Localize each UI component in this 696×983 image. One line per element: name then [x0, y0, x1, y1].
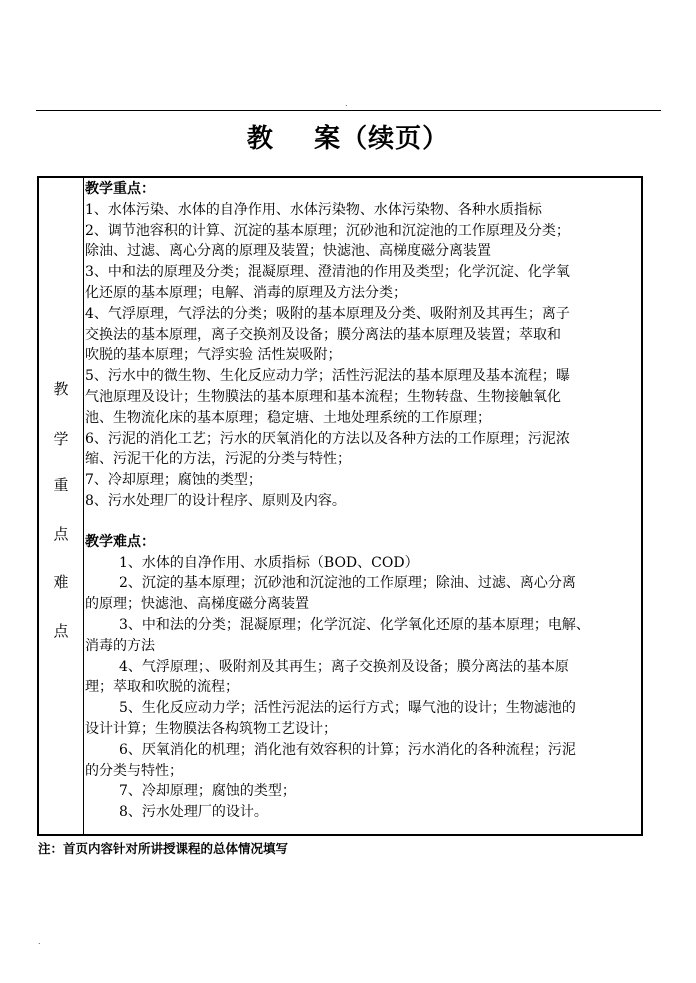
top-dot-marker: .: [345, 99, 348, 108]
difficult-point-line: 的原理；快滤池、高梯度磁分离装置: [85, 596, 309, 613]
difficult-point-line: 5、生化反应动力学；活性污泥法的运行方式；曝气池的设计；生物滤池的: [119, 700, 576, 717]
difficult-point-line: 设计计算；生物膜法各构筑物工艺设计；: [85, 720, 337, 737]
section-gap: [85, 512, 641, 532]
key-point-line: 吹脱的基本原理；气浮实验 活性炭吸附；: [85, 347, 342, 364]
key-points-heading: 教学重点：: [85, 181, 155, 197]
difficult-point-line: 3、中和法的分类；混凝原理；化学沉淀、化学氧化还原的基本原理；电解、: [119, 616, 590, 633]
side-label-char: 点: [53, 525, 69, 543]
difficult-point-line: 1、水体的自净作用、水质指标（BOD、COD）: [119, 554, 419, 571]
key-point-line: 交换法的基本原理，离子交换剂及设备；膜分离法的基本原理及装置；萃取和: [85, 326, 561, 343]
key-point-line: 气池原理及设计；生物膜法的基本原理和基本流程；生物转盘、生物接触氧化: [85, 388, 561, 405]
side-label-column: [39, 178, 84, 834]
key-point-line: 缩、污泥干化的方法，污泥的分类与特性；: [85, 451, 351, 468]
key-points-list: [85, 200, 641, 512]
key-point-line: 8、污水处理厂的设计程序、原则及内容。: [85, 492, 346, 509]
lesson-plan-table: [37, 176, 643, 836]
key-point-line: 4、气浮原理，气浮法的分类；吸附的基本原理及分类、吸附剂及其再生；离子: [85, 305, 570, 322]
page-title: 教 案（续页）: [246, 124, 450, 154]
key-point-line: 1、水体污染、水体的自净作用、水体污染物、水体污染物、各种水质指标: [85, 201, 542, 218]
difficult-points-list: [85, 553, 641, 823]
header-rule: [36, 110, 661, 111]
side-label-char: 点: [53, 622, 69, 640]
side-label-char: 学: [53, 430, 69, 448]
difficult-point-line: 2、沉淀的基本原理；沉砂池和沉淀池的工作原理；除油、过滤、离心分离: [119, 575, 576, 592]
difficult-point-line: 6、厌氧消化的机理；消化池有效容积的计算；污水消化的各种流程；污泥: [119, 741, 576, 758]
key-point-line: 池、生物流化床的基本原理；稳定塘、土地处理系统的工作原理；: [85, 409, 491, 426]
key-point-line: 化还原的基本原理；电解、消毒的原理及方法分类；: [85, 284, 407, 301]
key-point-line: 除油、过滤、离心分离的原理及装置；快滤池、高梯度磁分离装置: [85, 243, 491, 260]
key-point-line: 2、调节池容积的计算、沉淀的基本原理；沉砂池和沉淀池的工作原理及分类；: [85, 222, 570, 239]
content-cell: [85, 179, 641, 823]
key-point-line: 3、中和法的原理及分类；混凝原理、澄清池的作用及类型；化学沉淀、化学氧: [85, 264, 570, 281]
key-point-line: 7、冷却原理；腐蚀的类型；: [85, 472, 262, 489]
difficult-points-heading: 教学难点：: [85, 533, 155, 550]
bottom-dot-marker: .: [38, 937, 41, 946]
key-point-line: 6、污泥的消化工艺；污水的厌氧消化的方法以及各种方法的工作原理；污泥浓: [85, 430, 570, 447]
key-point-line: 5、污水中的微生物、生化反应动力学；活性污泥法的基本原理及基本流程；曝: [85, 368, 570, 385]
footnote: 注：首页内容针对所讲授课程的总体情况填写: [38, 841, 289, 856]
difficult-point-line: 7、冷却原理；腐蚀的类型；: [119, 783, 296, 800]
side-label-char: 重: [53, 476, 69, 494]
difficult-point-line: 的分类与特性；: [85, 762, 183, 779]
difficult-point-line: 4、气浮原理；、吸附剂及其再生；离子交换剂及设备；膜分离法的基本原: [119, 658, 569, 675]
difficult-point-line: 8、污水处理厂的设计。: [119, 804, 268, 821]
difficult-point-line: 消毒的方法: [85, 637, 155, 654]
difficult-point-line: 理；萃取和吹脱的流程；: [85, 679, 239, 696]
side-label-char: 难: [53, 573, 69, 591]
side-label-char: 教: [53, 380, 69, 398]
